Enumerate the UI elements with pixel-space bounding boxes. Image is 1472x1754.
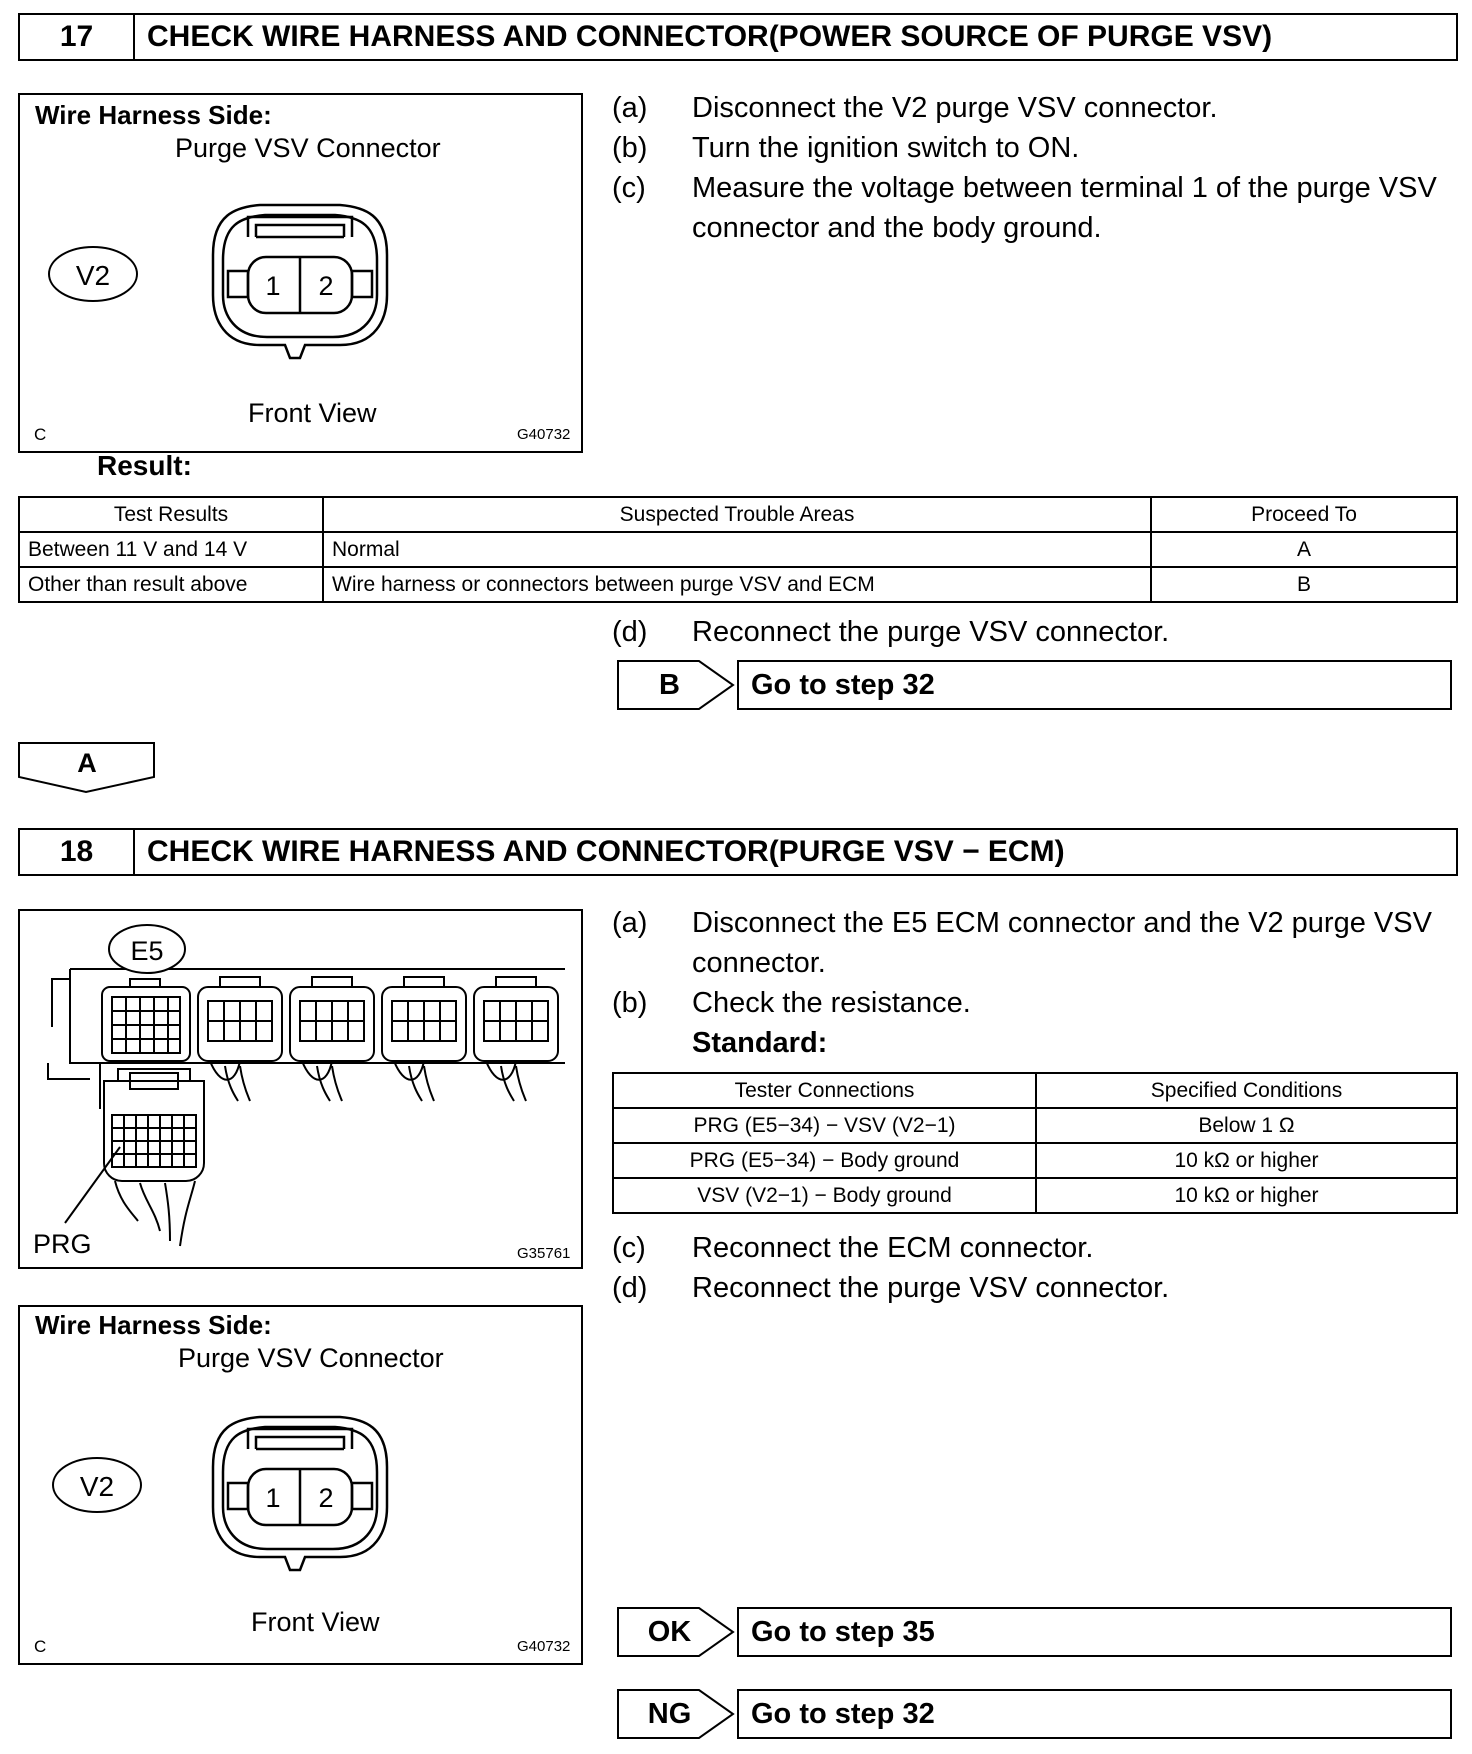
instruction-d: (d) Reconnect the purge VSV connector. (612, 1272, 1170, 1304)
step-number: 17 (20, 15, 135, 59)
corner-code: C (34, 425, 47, 444)
decision-b (617, 660, 1452, 710)
table-row: VSV (V2−1) − Body ground 10 kΩ or higher (613, 1178, 1457, 1213)
step-18-after (612, 1228, 1472, 1308)
figure-heading: Wire Harness Side: (35, 100, 272, 130)
instruction-c: (c) Measure the voltage between terminal 1 of the purge VSV connector and the body ground. (612, 172, 1437, 244)
ecm-harness-connectors (198, 977, 558, 1101)
connector-name: Purge VSV Connector (178, 1343, 444, 1373)
ecm-drawing (20, 911, 581, 1267)
step-title: CHECK WIRE HARNESS AND CONNECTOR(PURGE VSV − ECM) (147, 835, 1065, 868)
instruction-b: (b) Check the resistance. (612, 987, 971, 1019)
step-17-header (18, 13, 1458, 61)
decision-target: Go to step 35 (737, 1607, 1452, 1657)
table-row: PRG (E5−34) − VSV (V2−1) Below 1 Ω (613, 1108, 1457, 1143)
ecm-connector-figure (18, 909, 583, 1269)
connector-body (213, 205, 387, 358)
purge-vsv-connector-figure (18, 93, 583, 453)
figure-id: G40732 (517, 1638, 571, 1655)
step-17-after (612, 612, 1472, 652)
standard-label-row (612, 1023, 1472, 1063)
pin-2-label: 2 (318, 1483, 334, 1513)
decision-code: B (659, 668, 680, 701)
table-header-row: Tester Connections Specified Conditions (613, 1073, 1457, 1108)
decision-target: Go to step 32 (737, 660, 1452, 710)
ecm-code-label: E5 (130, 936, 164, 966)
result-label: Result: (97, 450, 192, 481)
connector-name: Purge VSV Connector (175, 133, 441, 163)
figure-id: G40732 (517, 426, 571, 443)
step-18-header (18, 828, 1458, 876)
table-row: PRG (E5−34) − Body ground 10 kΩ or higher (613, 1143, 1457, 1178)
step-number: 18 (20, 830, 135, 874)
table-row: Between 11 V and 14 V Normal A (19, 532, 1457, 567)
table-header-row: Test Results Suspected Trouble Areas Proceed To (19, 497, 1457, 532)
instruction-d: (d) Reconnect the purge VSV connector. (612, 616, 1170, 648)
decision-code: A (77, 748, 97, 778)
standard-label: Standard: (692, 1027, 828, 1059)
decision-code: NG (647, 1697, 692, 1730)
standard-table (612, 1072, 1458, 1214)
decision-ng (617, 1689, 1452, 1739)
corner-code: C (34, 1637, 47, 1656)
pin-1-label: 1 (265, 1483, 281, 1513)
decision-a (18, 742, 156, 794)
step-17-instructions (612, 88, 1472, 248)
connector-code-label: V2 (75, 260, 111, 291)
view-label: Front View (248, 398, 377, 428)
connector-body (213, 1417, 387, 1570)
instruction-a: (a) Disconnect the V2 purge VSV connector. (612, 92, 1218, 124)
figure-id: G35761 (517, 1245, 571, 1262)
decision-ok (617, 1607, 1452, 1657)
ecm-connector-row (102, 979, 190, 1061)
step-title: CHECK WIRE HARNESS AND CONNECTOR(POWER SOURCE OF PURGE VSV) (147, 20, 1273, 53)
view-label: Front View (251, 1607, 380, 1637)
decision-target: Go to step 32 (737, 1689, 1452, 1739)
figure-heading: Wire Harness Side: (35, 1310, 272, 1340)
table-row: Other than result above Wire harness or connectors between purge VSV and ECM B (19, 567, 1457, 602)
pin-1-label: 1 (265, 271, 281, 301)
instruction-b: (b) Turn the ignition switch to ON. (612, 132, 1080, 164)
connector-code-label: V2 (79, 1471, 115, 1502)
decision-code: OK (647, 1615, 692, 1648)
purge-vsv-connector-figure-2 (18, 1305, 583, 1665)
step-18-instructions (612, 903, 1472, 1063)
ecm-loose-connector (65, 1069, 204, 1246)
pin-2-label: 2 (318, 271, 334, 301)
result-table (18, 496, 1458, 603)
instruction-c: (c) Reconnect the ECM connector. (612, 1232, 1094, 1264)
terminal-label: PRG (33, 1229, 92, 1259)
instruction-a: (a) Disconnect the E5 ECM connector and the V2 purge VSV connector. (612, 907, 1432, 979)
